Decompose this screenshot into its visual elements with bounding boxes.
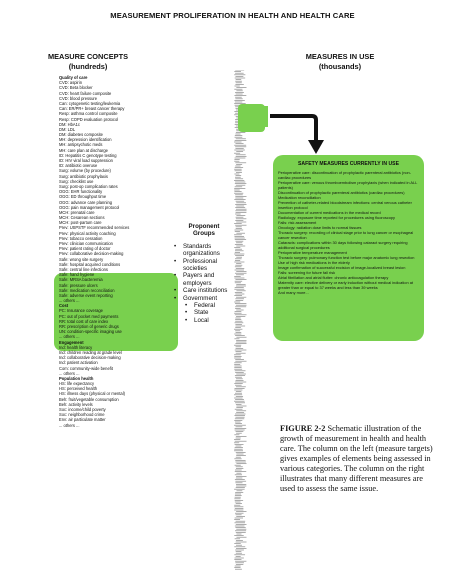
safety-measure-item: And many more... [278,290,309,295]
measure-concept-item: Ind: health literacy [59,344,93,350]
measure-concept-item: HS: illness days (physical or mental) [59,391,125,397]
measure-concept-item: ... others ... [59,422,80,428]
proponent-groups [173,223,235,324]
government-sub-item: • Federal [192,302,235,309]
measure-concepts-header [28,52,148,71]
measure-concept-item: Can: ER/PR+ breast cancer therapy [59,106,125,112]
arrow-icon [268,110,324,156]
group-item: • Care institutions [181,287,235,294]
measure-concept-item: Ind: children reading at grade level [59,349,122,355]
measure-concept-item: OGG: pain management protocol [59,204,120,210]
measure-concept-item: MCH: post-partum care [59,220,102,226]
measure-concept-item: ... others ... [59,370,80,376]
category-heading: Cost [59,303,69,309]
measure-concept-item: Surg: post-op complication rates [59,183,118,189]
measure-concept-item: OGG: advance care planning [59,199,113,205]
measure-concept-item: Soc: neighborhood crime [59,412,105,418]
proponent-groups-list [173,243,235,324]
measures-in-use-scale: (thousands) [318,61,362,71]
safety-measure-item: Thoracic surgery: pulmonary function test before major anatomic lung resection [278,255,415,260]
safety-measure-item: Documentation of current medications in the medical record [278,210,381,215]
proponent-groups-title: Proponent Groups [188,223,220,238]
measure-concept-item: ID: antibiotic overuse [59,163,98,169]
measure-concept-item: CVD: aspirin [59,80,82,86]
measures-in-use-strip [233,70,247,570]
measure-concept-item: RR: total cost of care index [59,318,109,324]
measure-concept-item: Safe: adverse event reporting [59,292,113,298]
measure-concept-item: DM: HbA1c [59,121,80,127]
measure-concept-item: Surg: antibiotic prophylaxis [59,173,108,179]
measure-concept-item: Safe: wrong site surgery [59,256,104,262]
measure-concept-item: MCH: prenatal care [59,209,95,215]
measure-concept-item: Prev: tobacco cessation [59,235,103,241]
safety-measure-item: Radiology: exposure time reported for procedures using fluoroscopy [278,215,395,220]
measure-concept-item: Prev: patient rating of doctor [59,246,111,252]
measure-concept-item: Prev: clinician communication [59,241,113,246]
group-item: • Payers and employers [181,272,235,287]
safety-measure-item: Image confirmation of successful excision of image-localized breast lesion [278,265,406,270]
measure-concept-item: Resp: asthma control composite [59,111,118,117]
safety-measure-item: Oncology: radiation dose limits to normal tissues [278,225,362,230]
measure-concept-item: UN: condition-specific imaging use [59,329,122,335]
measure-concept-item: CVD: blood pressure [59,95,97,101]
safety-measure-item: Cataracts: complications within 30 days following cataract surgery requiring additional surgical procedures [278,240,408,250]
measure-concept-item: PC: out of pocket med payments [59,313,119,319]
measure-concept-item: Prev: collaborative decision-making [59,251,124,257]
measure-concept-item: Surg: checklist use [59,178,94,184]
measure-concept-item: MH: depression identification [59,137,112,143]
safety-measure-item: Atrial fibrillation and atrial flutter: chronic anticoagulation therapy [278,275,389,280]
measure-concept-item: Soc: income/child poverty [59,407,106,412]
safety-measures-highlight [238,104,265,132]
group-item: • Standards organizations [181,243,235,258]
safety-measure-item: Prevention of catheter-related bloodstream infections: central venous catheter insertion protocol [278,200,412,210]
measure-concept-item: HS: perceived health [59,386,98,392]
government-sub-item: • State [192,309,235,316]
category-heading: Quality of care [59,75,88,80]
safety-measure-item: Perioperative care: venous thromboembolism prophylaxis (when indicated in ALL patients) [278,180,418,190]
safety-measure-item: Thoracic surgery: recording of clinical stage prior to lung cancer or esophageal cancer resection [278,230,414,240]
measure-concept-item: Beh: fruit/vegetable consumption [59,396,119,402]
measure-concepts-scale: (hundreds) [68,61,108,71]
measure-concept-item: Prev: physical activity coaching [59,230,116,236]
safety-measure-item: Medication reconciliation [278,195,321,200]
safety-measure-item: Discontinuation of prophylactic parenteral antibiotics (cardiac procedures) [278,190,405,195]
measure-concept-item: Env: air particulate matter [59,417,106,423]
figure-title: MEASUREMENT PROLIFERATION IN HEALTH AND HEALTH CARE [110,11,355,20]
government-sublist [183,302,235,324]
measure-concept-item: CVD: heart failure composite [59,90,112,96]
measure-concept-item: RR: prescription of generic drugs [59,324,119,329]
measure-concept-item: Resp: COPD evaluation protocol [59,116,119,122]
measure-concept-item: Prev: USPSTF recommended services [59,225,130,231]
measure-concept-item: Beh: activity levels [59,401,93,407]
measure-concept-item: Safe: hospital acquired conditions [59,261,121,267]
group-item: • Government • Federal • State • Local [181,295,235,325]
measure-concept-item: Surg: volume (by procedure) [59,168,111,174]
measure-concept-item: ID: Hepatitis C genotype testing [59,152,117,158]
measure-concept-item: OGG: EHR functionality [59,189,103,195]
measure-concept-item: MCH: Cesarean sections [59,215,105,221]
caption-text: Schematic illustration of the growth of measurement in health and health care. The column on the left (measure targets) gives examples of elements being assessed in various categories. The column on the right illustrates that many different measures are used to assess the same issue. [280,424,433,493]
government-sub-item: • Local [192,317,235,324]
measure-concept-item: Safe: medication reconciliation [59,287,115,293]
measure-concept-item: DM: LDL [59,126,76,132]
measure-concept-item: HS: life expectancy [59,381,95,387]
measure-concept-item: ... others ... [59,298,80,304]
measure-concepts-list [59,75,181,428]
category-heading: Population health [59,375,94,381]
measure-concept-item: MH: care plan at discharge [59,147,108,153]
measure-concepts-title: MEASURE CONCEPTS [47,52,129,61]
safety-measures-list [273,170,424,295]
caption-label: FIGURE 2-2 [280,424,326,433]
measure-concept-item: Can: cytogenetic testing/leukemia [59,100,121,106]
measure-concept-item: Com: community-wide benefit [59,365,113,371]
safety-measure-item: Maternity care: elective delivery or early induction without medical indication at greater than or equal to 37 weeks and less than 39 weeks [278,280,413,290]
measures-in-use-header [290,52,390,71]
figure-caption [280,424,440,494]
safety-measure-item: Perioperative care: discontinuation of prophylactic parenteral antibiotics (non-cardiac procedures [278,170,412,180]
measure-concept-item: ID: HIV viral load suppression [59,158,113,163]
safety-measure-item: Use of high risk medications in the elderly [278,260,350,265]
measure-concept-item: Ind: patient activation [59,360,98,366]
measures-in-use-title: MEASURES IN USE [305,52,375,61]
safety-measures-box [273,155,424,341]
safety-measure-item: Falls: risk assessment [278,220,317,225]
measure-concept-item: OGG: ED throughput time [59,194,107,200]
measure-concept-item: Ind: collaborative decision-making [59,355,121,361]
safety-measures-title: SAFETY MEASURES CURRENTLY IN USE [298,161,399,167]
group-item: • Professional societies [181,258,235,273]
measure-concept-item: Safe: MRSA bacteremia [59,277,103,283]
measure-concept-item: CVD: Beta blocker [59,85,93,91]
measure-concept-item: PC: Insurance coverage [59,308,103,314]
measure-concept-item: ... others ... [59,334,80,340]
measure-concept-item: Safe: central line infections [59,266,108,272]
measure-concept-item: MH: antipsychotic meds [59,142,103,148]
category-heading: Engagement [59,339,84,345]
measure-concept-item: DM: diabetes composite [59,132,103,138]
measure-concept-item: Safe: hand hygiene [59,272,95,278]
measure-concept-item: Safe: pressure ulcers [59,282,98,288]
safety-measure-item: Falls: screening for future fall risk [278,270,336,275]
safety-measure-item: Perioperative temperature management [278,250,347,255]
